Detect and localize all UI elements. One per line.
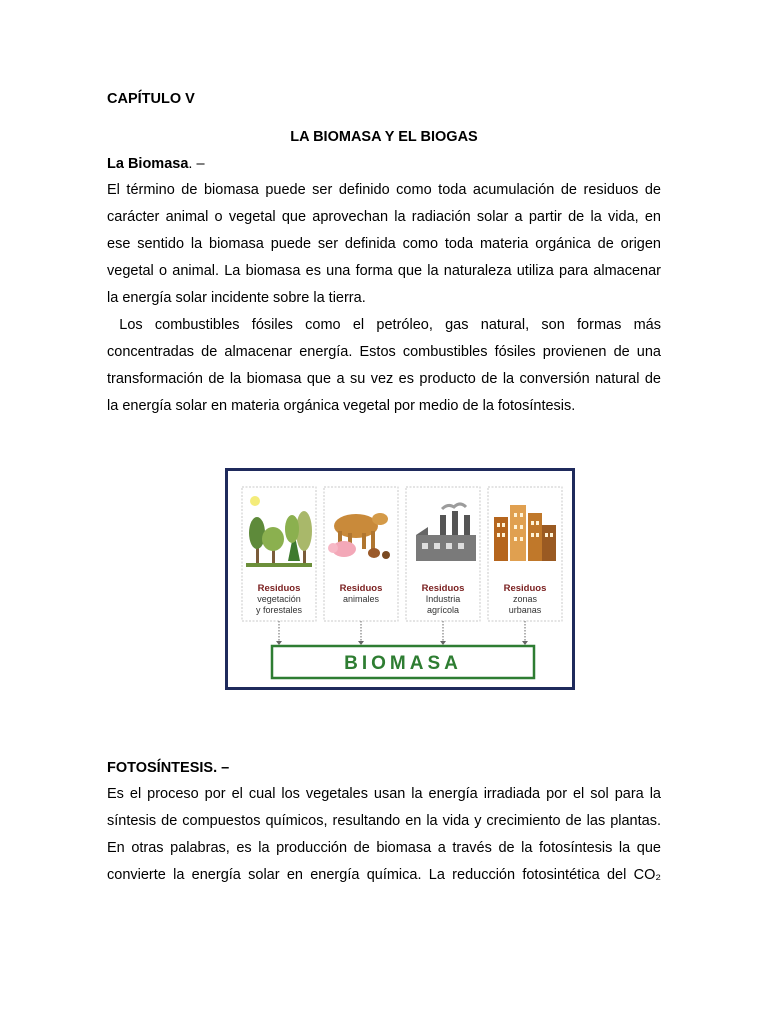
paragraph-2 (107, 312, 661, 420)
card-line: vegetación (257, 594, 301, 604)
text-line: En otras palabras, es la producción de biomasa a través de la fotosíntesis la que (107, 840, 661, 856)
biomasa-heading-rest: . – (188, 156, 205, 172)
text-line: ese sentido la biomasa puede ser definida como toda materia orgánica de origen (107, 236, 661, 252)
text-line: convierte la energía solar en energía química. La reducción fotosintética del CO₂ (107, 867, 661, 883)
biomasa-heading-bold: La Biomasa (107, 156, 189, 172)
card-line: agrícola (426, 605, 460, 615)
chapter-heading: CAPÍTULO V (107, 91, 195, 107)
text-line: vegetal o animal. La biomasa es una forma que la naturaleza utiliza para almacenar (107, 263, 661, 279)
card-line: animales (342, 594, 380, 604)
city-icon (494, 505, 556, 561)
card-title: Residuos (339, 583, 383, 594)
page-title: LA BIOMASA Y EL BIOGAS (290, 129, 478, 145)
fotosintesis-heading: FOTOSÍNTESIS. – (107, 760, 230, 776)
factory-icon (416, 504, 476, 561)
paragraph-3 (107, 781, 661, 889)
card-title: Residuos (503, 583, 547, 594)
biomasa-heading (107, 156, 205, 172)
card-line: urbanas (508, 605, 542, 615)
card-title: Residuos (257, 583, 301, 594)
text-line: transformación de la biomasa que a su vez es producto de la conversión natural de (107, 371, 661, 387)
text-line: síntesis de compuestos químicos, resultando en la vida y crecimiento de las plantas. (107, 813, 661, 829)
card-line: y forestales (255, 605, 303, 615)
arrow-heads (276, 641, 528, 645)
text-line: carácter animal o vegetal que aprovechan la radiación solar a partir de la vida, en (107, 209, 661, 225)
text-line: la energía solar en materia orgánica vegetal por medio de la fotosíntesis. (107, 398, 576, 414)
card-line: Industria (425, 594, 461, 604)
text-line: Los combustibles fósiles como el petróleo, gas natural, son formas más (107, 317, 661, 333)
animals-icon (328, 513, 390, 559)
card-title: Residuos (421, 583, 465, 594)
card-line: zonas (512, 594, 538, 604)
biomass-diagram (225, 468, 575, 690)
text-line: El término de biomasa puede ser definido como toda acumulación de residuos de (107, 182, 661, 198)
paragraph-1 (107, 177, 661, 312)
text-line: concentradas de almacenar energía. Estos combustibles fósiles provienen de una (107, 344, 661, 360)
text-line: Es el proceso por el cual los vegetales usan la energía irradiada por el sol para la (107, 786, 661, 802)
trees-icon (244, 496, 314, 567)
arrows (279, 621, 525, 643)
biomasa-label: BIOMASA (344, 653, 462, 674)
text-line: la energía solar incidente sobre la tierra. (107, 290, 366, 306)
